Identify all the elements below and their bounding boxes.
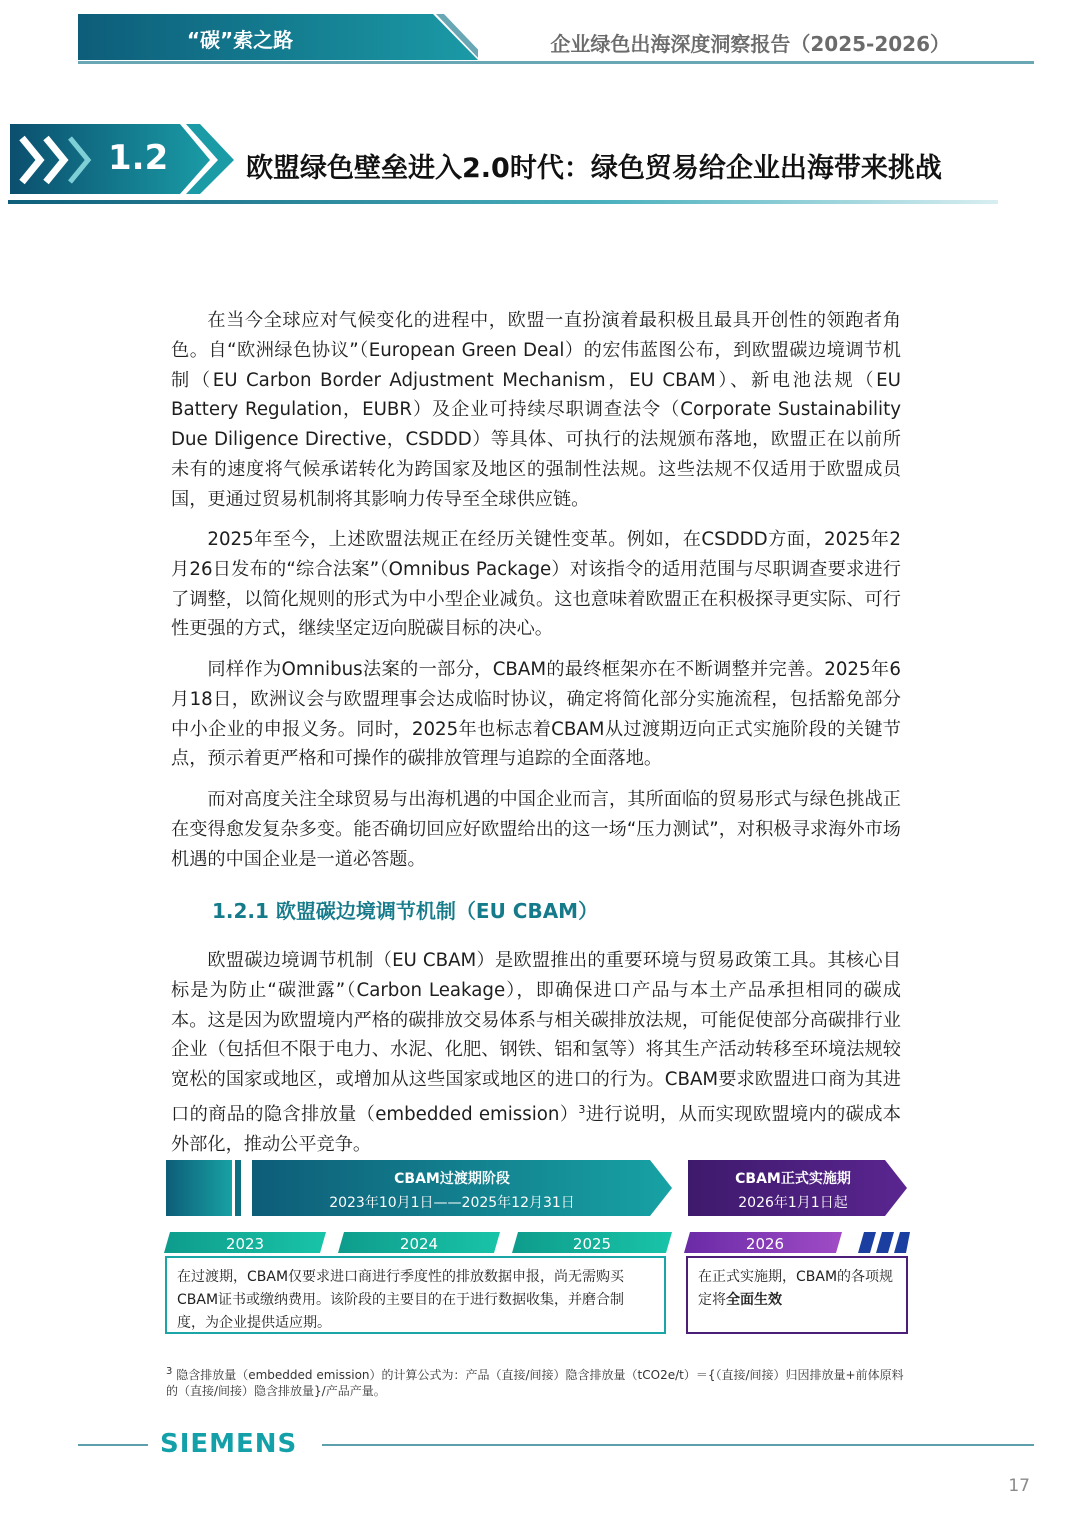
timeline-year: 2025 xyxy=(572,1235,612,1253)
paragraph-text: 欧盟碳边境调节机制（EU CBAM）是欧盟推出的重要环境与贸易政策工具。其核心目标是为防止“碳泄露”（Carbon Leakage），即确保进口产品与本土产品承担相同的碳成本。这是因为欧盟境内严格的碳排放交易体系与相关碳排放法规，可能促使部分高碳排行业企业（包括但不限于电力、水泥、化肥、钢铁、铝和氢等）将其生产活动转移至环境法规较宽松的国家或地区，或增加从这些国家或地区的进口的行为。CBAM要求欧盟进口商为其进口的商品的隐含排放量（embedded emission） xyxy=(171,950,901,1126)
footnote-number: 3 xyxy=(166,1366,173,1377)
timeline-year: 2023 xyxy=(225,1235,265,1253)
section-number: 1.2 xyxy=(108,138,169,178)
transition-phase-dates: 2023年10月1日——2025年12月31日 xyxy=(329,1195,575,1211)
paragraph: 而对高度关注全球贸易与出海机遇的中国企业而言，其所面临的贸易形式与绿色挑战正在变得愈发复杂多变。能否确切回应好欧盟给出的这一场“压力测试”，对积极寻求海外市场机遇的中国企业是一道必答题。 xyxy=(171,789,901,870)
transition-phase-description: 在过渡期，CBAM仅要求进口商进行季度性的排放数据申报，尚无需购买CBAM证书或缴纳费用。该阶段的主要目的在于进行数据收集，并磨合制度，为企业提供适应期。 xyxy=(177,1269,625,1331)
paragraph xyxy=(171,946,901,1160)
paragraph: 同样作为Omnibus法案的一部分，CBAM的最终框架亦在不断调整并完善。2025年6月18日，欧洲议会与欧盟理事会达成临时协议，确定将简化部分实施流程，包括豁免部分中小企业的申报义务。同时，2025年也标志着CBAM从过渡期迈向正式实施阶段的关键节点，预示着更严格和可操作的碳排放管理与追踪的全面落地。 xyxy=(171,659,901,770)
formal-phase-dates: 2026年1月1日起 xyxy=(738,1195,848,1211)
timeline-year: 2026 xyxy=(745,1235,785,1253)
header-divider xyxy=(78,61,1034,64)
subsection-title: 1.2.1 欧盟碳边境调节机制（EU CBAM） xyxy=(212,899,599,923)
formal-desc-emphasis: 全面生效 xyxy=(726,1292,782,1308)
formal-desc-text: 在正式实施期，CBAM的各项规定将 xyxy=(698,1269,894,1308)
section-title: 欧盟绿色壁垒进入2.0时代：绿色贸易给企业出海带来挑战 xyxy=(246,153,942,184)
header-brand: “碳”索之路 xyxy=(186,28,294,52)
siemens-logo: SIEMENS xyxy=(160,1429,298,1459)
paragraph-text: 进行说明，从而实现欧盟境内的碳成本外部化，推动公平竞争。 xyxy=(171,1104,901,1155)
timeline-year: 2024 xyxy=(399,1235,439,1253)
header-report-title: 企业绿色出海深度洞察报告（2025-2026） xyxy=(550,32,950,56)
formal-phase-description xyxy=(698,1266,898,1312)
footer-divider-right xyxy=(322,1444,1034,1446)
footer-divider-left xyxy=(78,1444,148,1446)
footnote-text: 隐含排放量（embedded emission）的计算公式为：产品（直接/间接）隐含排放量（tCO2e/t）＝{（直接/间接）归因排放量+前体原料的（直接/间接）隐含排放量}/产品产量。 xyxy=(166,1368,904,1398)
footnote-ref[interactable]: 3 xyxy=(578,1102,586,1116)
paragraph: 2025年至今，上述欧盟法规正在经历关键性变革。例如，在CSDDD方面，2025年2月26日发布的“综合法案”（Omnibus Package）对该指令的适用范围与尽职调查要求进行了调整，以简化规则的形式为中小型企业减负。这也意味着欧盟正在积极探寻更实际、可行性更强的方式，继续坚定迈向脱碳目标的决心。 xyxy=(171,529,901,640)
page-number: 17 xyxy=(1008,1476,1030,1496)
formal-phase-title: CBAM正式实施期 xyxy=(735,1171,851,1187)
paragraph: 在当今全球应对气候变化的进程中，欧盟一直扮演着最积极且最具开创性的领跑者角色。自“欧洲绿色协议”（European Green Deal）的宏伟蓝图公布，到欧盟碳边境调节机制（EU Carbon Border Adjustment Mechanism，EU CBAM）、新电池法规（EU Battery Regulation，EUBR）及企业可持续尽职调查法令（Corporate Sustainability Due Diligence Directive，CSDDD）等具体、可执行的法规颁布落地，欧盟正在以前所未有的速度将气候承诺转化为跨国家及地区的强制性法规。这些法规不仅适用于欧盟成员国，更通过贸易机制将其影响力传导至全球供应链。 xyxy=(171,310,901,510)
footnote xyxy=(166,1364,906,1399)
transition-phase-title: CBAM过渡期阶段 xyxy=(394,1171,510,1187)
